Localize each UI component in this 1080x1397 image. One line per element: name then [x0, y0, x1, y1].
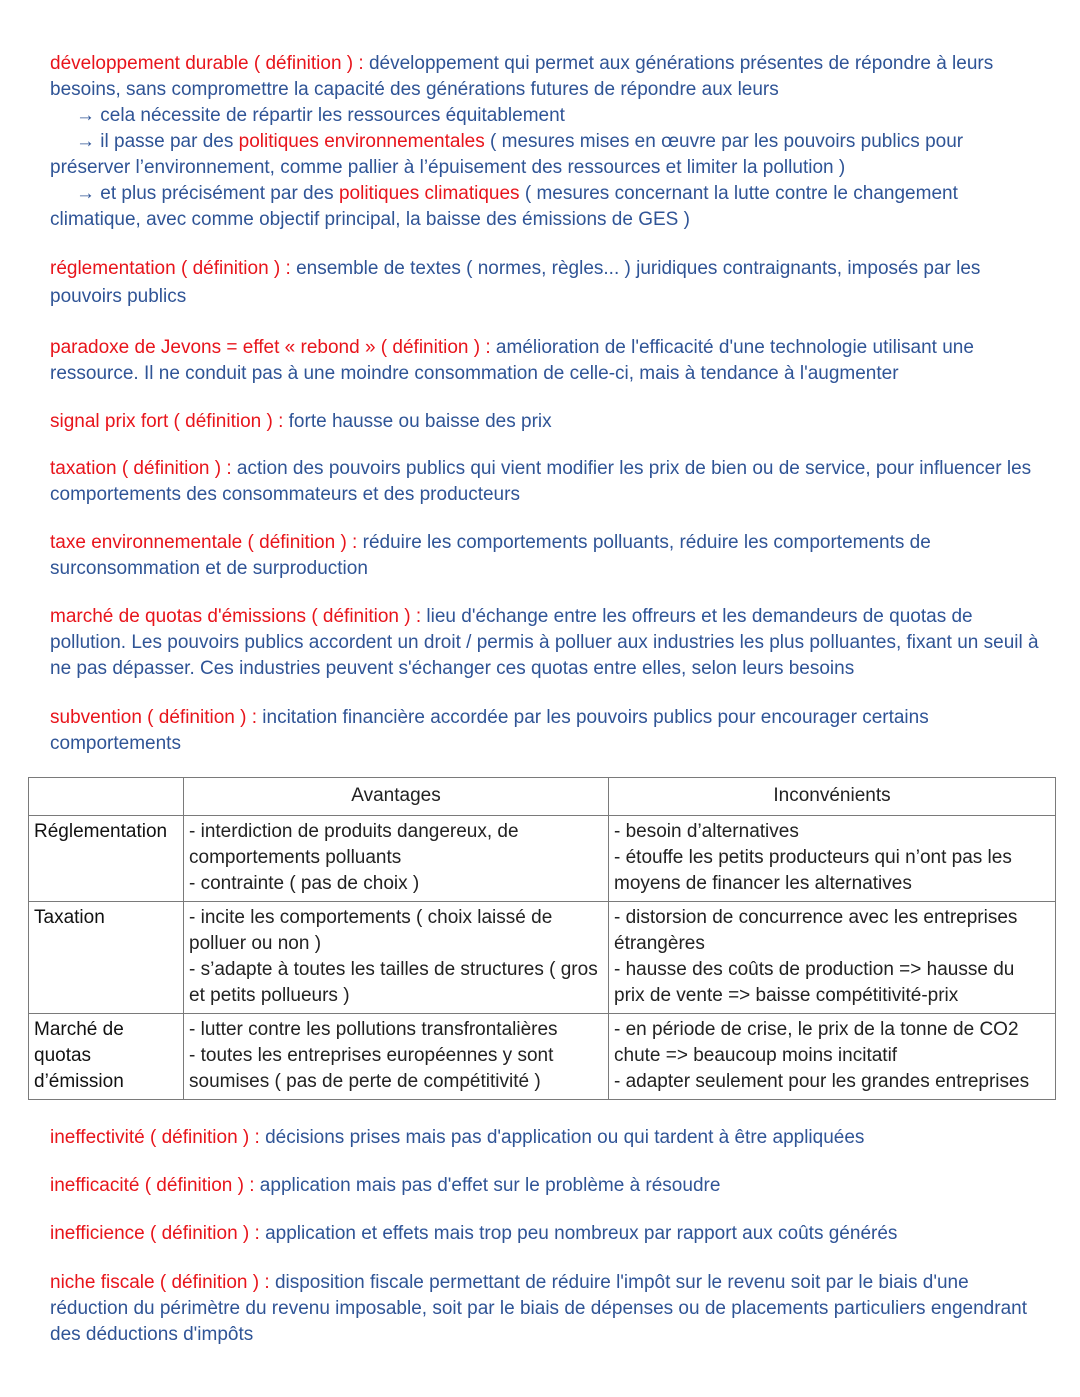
highlight-term: politiques environnementales	[238, 131, 485, 152]
table-row	[29, 1014, 1056, 1100]
definition-developpement-durable	[50, 51, 1040, 233]
sub-point: → cela nécessite de répartir les ressources équitablement	[76, 105, 565, 126]
definition-text: ensemble de textes ( normes, règles... ) juridiques contraignants, imposés par les pouvoirs publics	[50, 258, 981, 307]
definition-text: amélioration de l'efficacité d'une technologie utilisant une ressource. Il ne conduit pas à une moindre consommation de celle-ci, mais à tendance à l'augmenter	[50, 337, 974, 384]
table-header-inconvenients: Inconvénients	[609, 778, 1056, 816]
list-item: - lutter contre les pollutions transfrontalières	[189, 1019, 558, 1040]
definition-term: marché de quotas d'émissions ( définition ) :	[50, 606, 422, 627]
definition-signal-prix	[50, 409, 1040, 435]
definition-term: ineffectivité ( définition ) :	[50, 1127, 260, 1148]
inconvenients-cell	[609, 902, 1056, 1014]
comparison-table	[28, 777, 1056, 1100]
definition-marche-quotas	[50, 604, 1040, 682]
definition-term: développement durable ( définition ) :	[50, 53, 364, 74]
definition-term: niche fiscale ( définition ) :	[50, 1272, 270, 1293]
row-label: Taxation	[29, 902, 184, 1014]
definition-text: application et effets mais trop peu nombreux par rapport aux coûts générés	[259, 1223, 898, 1244]
definition-text: réduire les comportements polluants, réduire les comportements de surconsommation et de surproduction	[50, 532, 931, 579]
avantages-cell	[184, 816, 609, 902]
list-item: - s’adapte à toutes les tailles de structures ( gros et petits pollueurs )	[189, 959, 598, 1006]
definition-term: taxe environnementale ( définition ) :	[50, 532, 358, 553]
list-item: - hausse des coûts de production => hausse du prix de vente => baisse compétitivité-prix	[614, 959, 1015, 1006]
definition-text: disposition fiscale permettant de réduire l'impôt sur le revenu soit par le biais d'une réduction du périmètre du revenu imposable, soit par le biais de dépenses ou de placements particuliers engendrant des déductions d'impôts	[50, 1272, 1027, 1345]
list-item: - adapter seulement pour les grandes entreprises	[614, 1071, 1030, 1092]
list-item: - contrainte ( pas de choix )	[189, 873, 420, 894]
definition-term: signal prix fort ( définition ) :	[50, 411, 284, 432]
definition-text: développement qui permet aux générations présentes de répondre à leurs besoins, sans compromettre la capacité des générations futures de répondre aux leurs	[50, 53, 994, 100]
definition-subvention	[50, 705, 1040, 757]
definition-niche-fiscale	[50, 1270, 1040, 1348]
list-item: - en période de crise, le prix de la tonne de CO2 chute => beaucoup moins incitatif	[614, 1019, 1019, 1066]
definition-text: action des pouvoirs publics qui vient modifier les prix de bien ou de service, pour influencer les comportements des consommateurs et des producteurs	[50, 458, 1032, 505]
table-row	[29, 902, 1056, 1014]
definition-text: application mais pas d'effet sur le problème à résoudre	[254, 1175, 721, 1196]
inconvenients-cell	[609, 1014, 1056, 1100]
list-item: - étouffe les petits producteurs qui n’ont pas les moyens de financer les alternatives	[614, 847, 1012, 894]
definition-term: inefficience ( définition ) :	[50, 1223, 260, 1244]
list-item: - interdiction de produits dangereux, de comportements polluants	[189, 821, 519, 868]
list-item: - besoin d’alternatives	[614, 821, 799, 842]
definition-taxation	[50, 456, 1040, 508]
definition-taxe-environnementale	[50, 530, 1040, 582]
definition-inefficacite	[50, 1173, 1040, 1199]
definition-term: subvention ( définition ) :	[50, 707, 258, 728]
list-item: - distorsion de concurrence avec les entreprises étrangères	[614, 907, 1018, 954]
definition-inefficience	[50, 1221, 1040, 1247]
definition-ineffectivite	[50, 1125, 1040, 1151]
definition-term: paradoxe de Jevons = effet « rebond » ( définition ) :	[50, 337, 491, 358]
avantages-cell	[184, 1014, 609, 1100]
definition-term: taxation ( définition ) :	[50, 458, 232, 479]
list-item: - toutes les entreprises européennes y sont soumises ( pas de perte de compétitivité )	[189, 1045, 554, 1092]
table-header-avantages: Avantages	[184, 778, 609, 816]
table-header-row	[29, 778, 1056, 816]
definition-text: incitation financière accordée par les pouvoirs publics pour encourager certains comportements	[50, 707, 929, 754]
definition-text: lieu d'échange entre les offreurs et les demandeurs de quotas de pollution. Les pouvoirs publics accordent un droit / permis à polluer aux industries les plus polluantes, fixant un seuil à ne pas dépasser. Ces industries peuvent s'échanger ces quotas entre elles, selon leurs besoins	[50, 606, 1039, 679]
highlight-term: politiques climatiques	[338, 183, 520, 204]
table-row	[29, 816, 1056, 902]
definition-paradoxe-jevons	[50, 335, 1040, 387]
definition-text: forte hausse ou baisse des prix	[283, 411, 552, 432]
definition-term: réglementation ( définition ) :	[50, 258, 291, 279]
sub-point: → il passe par des politiques environnementales ( mesures mises en œuvre par les pouvoirs publics pour préserver l’environnement, comme pallier à l’épuisement des ressources et limiter la pollution )	[50, 131, 964, 178]
definition-reglementation	[50, 255, 1040, 311]
row-label: Marché de quotas d’émission	[29, 1014, 184, 1100]
definition-term: inefficacité ( définition ) :	[50, 1175, 255, 1196]
list-item: - incite les comportements ( choix laissé de polluer ou non )	[189, 907, 553, 954]
table-header-empty	[29, 778, 184, 816]
definition-text: décisions prises mais pas d'application ou qui tardent à être appliquées	[259, 1127, 865, 1148]
inconvenients-cell	[609, 816, 1056, 902]
row-label: Réglementation	[29, 816, 184, 902]
sub-point: → et plus précisément par des politiques climatiques ( mesures concernant la lutte contre le changement climatique, avec comme objectif principal, la baisse des émissions de GES )	[50, 183, 958, 230]
avantages-cell	[184, 902, 609, 1014]
